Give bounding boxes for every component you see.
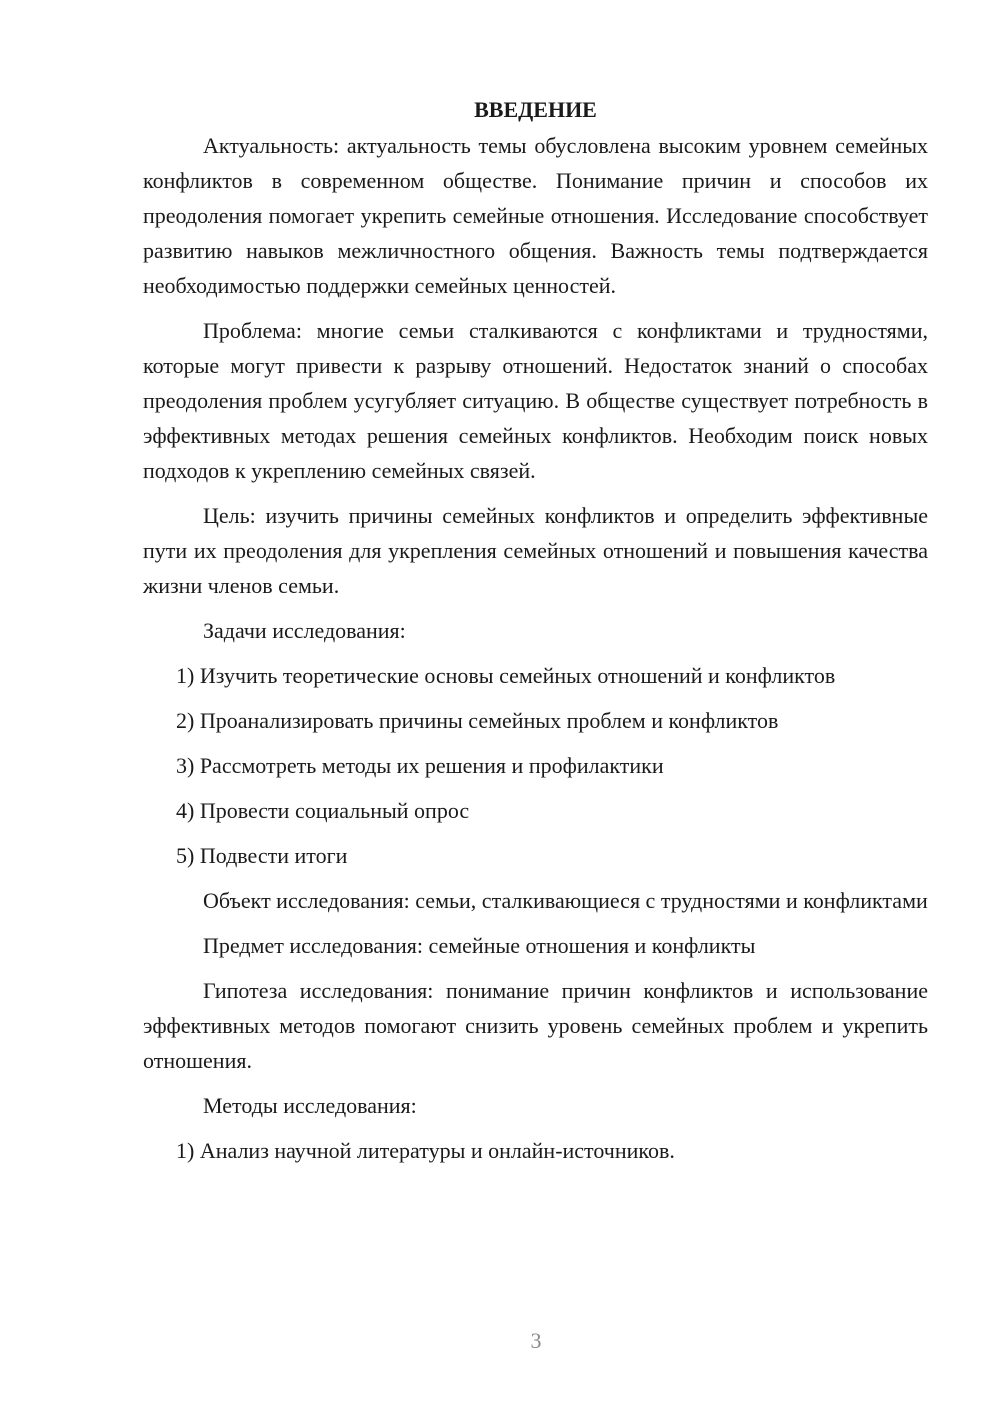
page-number: 3 <box>530 1328 542 1353</box>
methods-list <box>143 1133 928 1168</box>
object-paragraph: Объект исследования: семьи, сталкивающиеся с трудностями и конфликтами <box>203 888 928 913</box>
list-item: 5) Подвести итоги <box>176 843 348 868</box>
list-item: 1) Изучить теоретические основы семейных отношений и конфликтов <box>176 663 836 688</box>
tasks-heading: Задачи исследования: <box>203 618 406 643</box>
page-content <box>143 92 928 1178</box>
list-item: 2) Проанализировать причины семейных проблем и конфликтов <box>176 708 779 733</box>
tasks-list <box>143 658 928 873</box>
problem-paragraph: Проблема: многие семьи сталкиваются с конфликтами и трудностями, которые могут привести к разрыву отношений. Недостаток знаний о способах преодоления проблем усугубляет ситуацию. В обществе существует потребность в эффективных методах решения семейных конфликтов. Необходим поиск новых подходов к укреплению семейных связей. <box>143 318 928 483</box>
relevance-paragraph: Актуальность: актуальность темы обусловлена высоким уровнем семейных конфликтов в современном обществе. Понимание причин и способов их преодоления помогает укрепить семейные отношения. Исследование способствует развитию навыков межличностного общения. Важность темы подтверждается необходимостью поддержки семейных ценностей. <box>143 133 928 298</box>
methods-heading: Методы исследования: <box>203 1093 417 1118</box>
list-item: 4) Провести социальный опрос <box>176 798 470 823</box>
section-title: ВВЕДЕНИЕ <box>474 97 597 122</box>
goal-paragraph: Цель: изучить причины семейных конфликтов и определить эффективные пути их преодоления для укрепления семейных отношений и повышения качества жизни членов семьи. <box>143 503 928 598</box>
hypothesis-paragraph: Гипотеза исследования: понимание причин конфликтов и использование эффективных методов помогают снизить уровень семейных проблем и укрепить отношения. <box>143 978 928 1073</box>
list-item: 3) Рассмотреть методы их решения и профилактики <box>176 753 664 778</box>
subject-paragraph: Предмет исследования: семейные отношения и конфликты <box>203 933 756 958</box>
list-item: 1) Анализ научной литературы и онлайн-источников. <box>176 1138 675 1163</box>
